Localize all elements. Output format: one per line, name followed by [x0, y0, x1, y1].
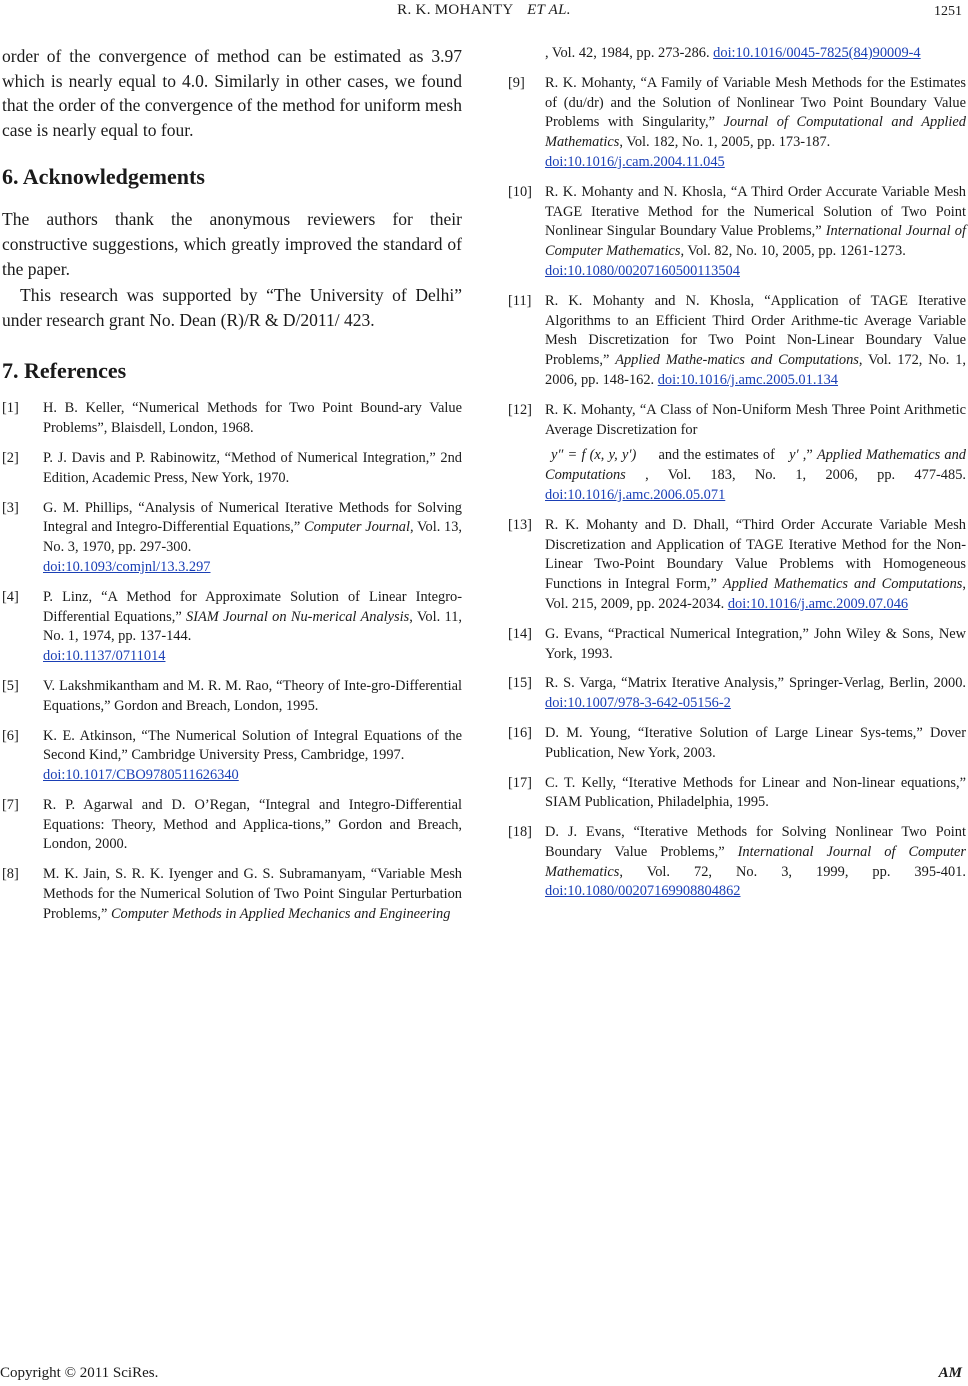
reference-number: [11]: [508, 292, 532, 309]
reference-details: , Vol. 72, No. 3, 1999, pp. 395-401.: [619, 863, 966, 880]
reference-number: [16]: [508, 724, 532, 741]
reference-journal: Journal of Computational and Applied Mathematics: [545, 114, 966, 151]
reference-doi-link[interactable]: doi:10.1080/00207169908804862: [545, 883, 741, 900]
reference-doi-link[interactable]: doi:10.1007/978-3-642-05156-2: [545, 695, 731, 712]
reference-continuation: [508, 44, 966, 64]
reference-details: , Vol. 182, No. 1, 2005, pp. 173-187.: [619, 134, 831, 151]
reference-text: C. T. Kelly, “Iterative Methods for Linear and Non-linear equations,” SIAM Publication, Philadelphia, 1995.: [545, 774, 966, 811]
running-header: [0, 2, 968, 19]
reference-item: [508, 183, 966, 282]
reference-item: [2, 796, 462, 855]
reference-item: [508, 774, 966, 814]
reference-doi-link[interactable]: doi:10.1080/00207160500113504: [545, 262, 740, 279]
reference-item: [2, 588, 462, 667]
reference-doi-link[interactable]: doi:10.1016/j.amc.2005.01.134: [657, 371, 839, 388]
reference-number: [17]: [508, 774, 532, 791]
reference-item: [508, 292, 966, 391]
reference-text: D. J. Evans, “Iterative Methods for Solving Nonlinear Two Point Boundary Value Problems,”: [545, 824, 966, 860]
reference-text: M. K. Jain, S. R. K. Iyenger and G. S. Subramanyam, “Variable Mesh Methods for the Numerical Solution of Two Point Singular Perturbation Problems,”: [43, 866, 462, 922]
header-author: R. K. MOHANTY: [397, 2, 513, 18]
reference-journal: International Journal of Computer Mathematics: [545, 843, 967, 880]
reference-text: R. K. Mohanty and D. Dhall, “Third Order Accurate Variable Mesh Discretization and Application of TAGE Iterative Method for the Non-Linear Two-Point Boundary Value Problems with Homogeneous Functions in Integral Form,”: [545, 516, 966, 593]
reference-item: [2, 449, 462, 489]
reference-text: R. P. Agarwal and D. O’Regan, “Integral and Integro-Differential Equations: Theory, Method and Applica-tions,” Gordon and Breach, London, 2000.: [43, 796, 462, 853]
header-et-al: ET AL.: [527, 2, 571, 18]
reference-text: G. Evans, “Practical Numerical Integration,” John Wiley & Sons, New York, 1993.: [545, 625, 966, 662]
acknowledgements-heading: 6. Acknowledgements: [2, 164, 205, 190]
reference-item: [508, 724, 966, 764]
acknowledgements-paragraph-2: This research was supported by “The University of Delhi” under research grant No. Dean (R)/R & D/2011/ 423.: [2, 285, 462, 330]
reference-text: R. S. Varga, “Matrix Iterative Analysis,” Springer-Verlag, Berlin, 2000.: [545, 675, 966, 692]
equation: y″ = f (x, y, y′): [551, 447, 637, 464]
reference-text: D. M. Young, “Iterative Solution of Large Linear Sys-tems,” Dover Publication, New York, 2003.: [545, 724, 966, 761]
reference-details: , Vol. 11, No. 1, 1974, pp. 137-144.: [43, 608, 462, 645]
intro-paragraph: order of the convergence of method can be estimated as 3.97 which is nearly equal to 4.0. Similarly in other cases, we found that the order of the convergence of the method for uniform mesh case is nearly equal to four.: [2, 46, 462, 140]
reference-details: , Vol. 42, 1984, pp. 273-286.: [545, 45, 714, 61]
reference-item: [508, 674, 966, 714]
reference-number: [4]: [2, 588, 19, 605]
footer-journal-abbr: AM: [938, 1365, 962, 1381]
reference-details: , Vol. 172, No. 1, 2006, pp. 148-162.: [545, 352, 967, 388]
reference-doi-link[interactable]: doi:10.1017/CBO9780511626340: [43, 767, 239, 784]
reference-doi-link[interactable]: doi:10.1016/j.cam.2004.11.045: [545, 153, 725, 170]
reference-journal: SIAM Journal on Nu-merical Analysis: [186, 608, 410, 625]
reference-number: [8]: [2, 866, 19, 883]
reference-text: R. K. Mohanty, “A Family of Variable Mesh Methods for the Estimates of (du/dr) and the Solution of Nonlinear Two Point Boundary Value Problems with Singularity,”: [545, 74, 966, 131]
reference-number: [14]: [508, 625, 532, 642]
reference-journal: Computer Methods in Applied Mechanics and Engineering: [110, 905, 451, 922]
reference-number: [9]: [508, 74, 525, 91]
reference-item: [508, 401, 966, 506]
reference-text: ,”: [798, 447, 817, 464]
reference-journal: Applied Mathematics and Computations: [722, 576, 963, 593]
reference-item: [2, 865, 462, 924]
reference-doi-link[interactable]: doi:10.1016/j.amc.2009.07.046: [727, 595, 909, 612]
footer-copyright: Copyright © 2011 SciRes.: [0, 1365, 159, 1381]
reference-details: , Vol. 82, No. 10, 2005, pp. 1261-1273.: [680, 243, 906, 260]
reference-number: [15]: [508, 675, 532, 692]
reference-text: and the estimates of: [654, 447, 780, 464]
reference-item: [508, 516, 966, 615]
reference-details: , Vol. 183, No. 1, 2006, pp. 477-485.: [625, 467, 966, 484]
reference-text: R. K. Mohanty and N. Khosla, “A Third Order Accurate Variable Mesh TAGE Iterative Method for the Numerical Solution of Two Point Nonlinear Singular Boundary Value Problems,”: [545, 183, 966, 240]
reference-number: [12]: [508, 401, 532, 418]
reference-text: P. J. Davis and P. Rabinowitz, “Method of Numerical Integration,” 2nd Edition, Academic Press, New York, 1970.: [43, 449, 462, 486]
page-number: 1251: [934, 4, 962, 19]
reference-text: V. Lakshmikantham and M. R. M. Rao, “Theory of Inte-gro-Differential Equations,” Gordon and Breach, London, 1995.: [43, 677, 462, 714]
references-heading: 7. References: [2, 358, 127, 384]
reference-item: [2, 399, 462, 439]
reference-doi-link[interactable]: doi:10.1137/0711014: [43, 648, 166, 665]
reference-journal: International Journal of Computer Mathematics: [545, 223, 966, 260]
reference-number: [18]: [508, 824, 532, 841]
reference-number: [5]: [2, 677, 19, 694]
reference-text: R. K. Mohanty, “A Class of Non-Uniform Mesh Three Point Arithmetic Average Discretization for: [545, 401, 966, 438]
reference-doi-link[interactable]: doi:10.1016/0045-7825(84)90009-4: [713, 45, 921, 61]
reference-text: R. K. Mohanty and N. Khosla, “Application of TAGE Iterative Algorithms to an Efficient Third Order Arithme-tic Average Variable Mesh Discretization for Two Point Non-Linear Boundary Value Problems,”: [545, 292, 966, 369]
reference-item: [2, 677, 462, 717]
equation: y′: [789, 447, 799, 464]
reference-number: [10]: [508, 183, 532, 200]
reference-journal: Applied Mathe-matics and Computations: [615, 352, 859, 369]
reference-number: [6]: [2, 727, 19, 744]
reference-journal: Applied Mathematics and Computations: [545, 447, 966, 484]
reference-item: [2, 499, 462, 578]
reference-details: , Vol. 13, No. 3, 1970, pp. 297-300.: [43, 519, 462, 556]
left-column: [2, 44, 462, 925]
reference-number: [13]: [508, 516, 532, 533]
reference-item: [508, 625, 966, 665]
reference-details: , Vol. 215, 2009, pp. 2024-2034.: [545, 576, 966, 612]
reference-list-left: [2, 399, 462, 924]
reference-text: K. E. Atkinson, “The Numerical Solution of Integral Equations of the Second Kind,” Cambridge University Press, Cambridge, 1997.: [43, 727, 462, 764]
reference-item: [2, 727, 462, 786]
reference-number: [3]: [2, 499, 19, 516]
reference-item: [508, 74, 966, 173]
reference-number: [2]: [2, 449, 19, 466]
reference-doi-link[interactable]: doi:10.1016/j.amc.2006.05.071: [545, 486, 726, 503]
right-column: [508, 44, 966, 902]
reference-text: P. Linz, “A Method for Approximate Solution of Linear Integro-Differential Equations,”: [43, 588, 462, 625]
reference-doi-link[interactable]: doi:10.1093/comjnl/13.3.297: [43, 558, 211, 575]
reference-journal: Computer Journal: [303, 519, 410, 536]
reference-number: [1]: [2, 400, 19, 417]
equation-line: [545, 446, 966, 505]
reference-item: [508, 823, 966, 902]
reference-list-right: [508, 74, 966, 902]
reference-text: H. B. Keller, “Numerical Methods for Two Point Bound-ary Value Problems”, Blaisdell, London, 1968.: [43, 400, 462, 437]
reference-number: [7]: [2, 796, 19, 813]
reference-text: G. M. Phillips, “Analysis of Numerical Iterative Methods for Solving Integral and Integro-Differential Equations,”: [43, 499, 462, 536]
acknowledgements-paragraph-1: The authors thank the anonymous reviewers for their constructive suggestions, which greatly improved the standard of the paper.: [2, 209, 462, 279]
